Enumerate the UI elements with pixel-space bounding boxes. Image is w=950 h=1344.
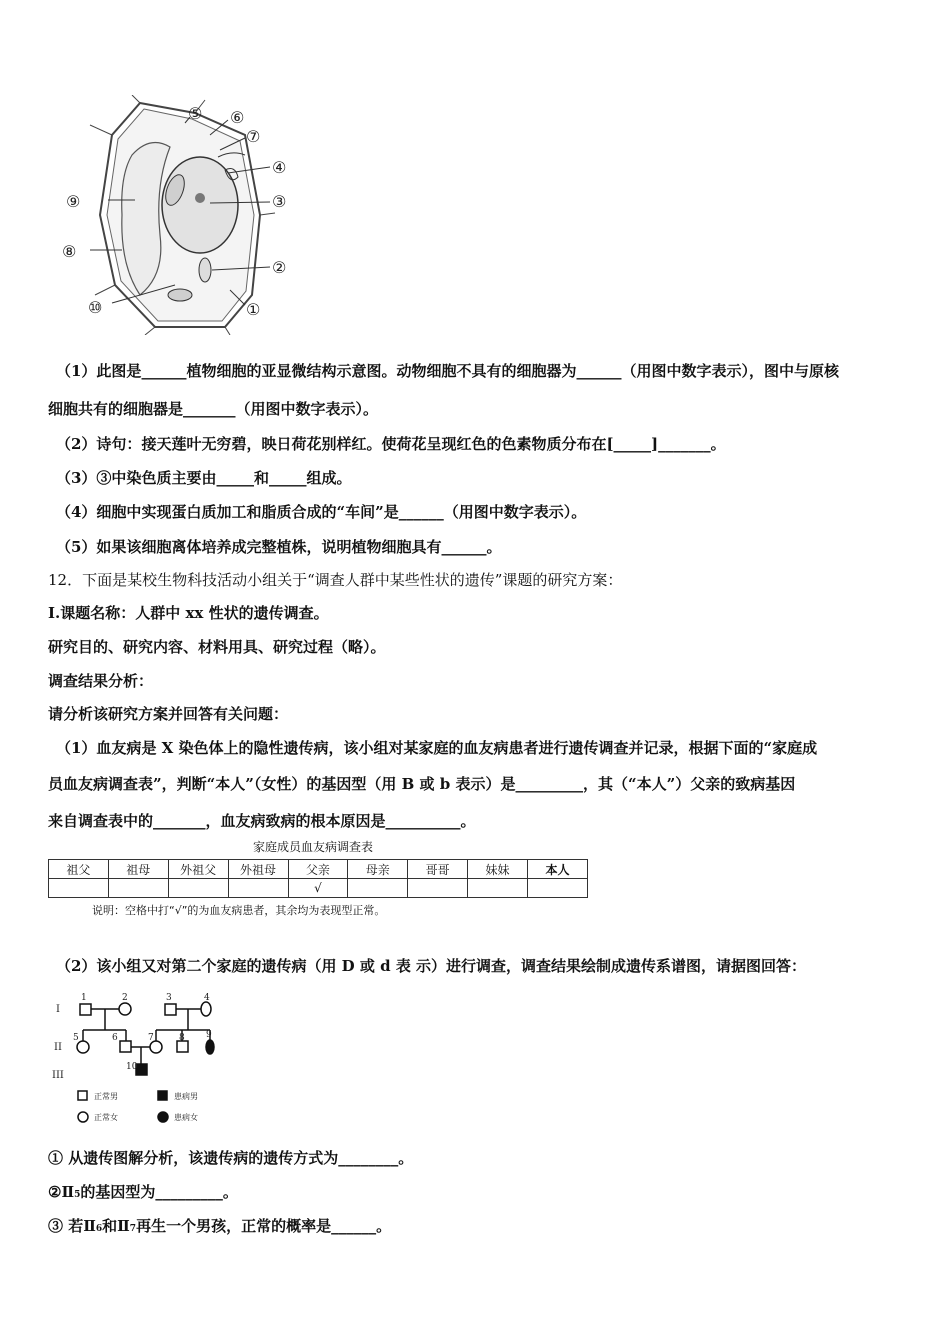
q12-sub2 (48, 1181, 238, 1202)
label-3: ③ (272, 192, 287, 211)
q11-part4: （4）细胞中实现蛋白质加工和脂质合成的“车间”是______（用图中数字表示）。 (56, 503, 587, 521)
plant-cell-diagram (60, 95, 300, 335)
individual-number: 8 (179, 1033, 185, 1043)
survey-table (48, 859, 588, 898)
q12-title-line: I.课题名称：人群中 xx 性状的遗传调查。 (48, 604, 329, 622)
pedigree-chart (48, 990, 248, 1130)
individual-number: 3 (166, 993, 172, 1003)
q12-sub2-subscript: 5 (74, 1190, 81, 1200)
individual-3 (165, 1004, 176, 1015)
mitochondrion (199, 258, 211, 282)
table-header-cell: 哥哥 (408, 860, 468, 879)
legend-normal-female-symbol (78, 1112, 88, 1122)
individual-9 (206, 1040, 214, 1054)
label-2: ② (272, 258, 287, 277)
individual-number: 1 (81, 993, 87, 1003)
label-9: ⑨ (66, 192, 81, 211)
table-header-cell: 祖父 (49, 860, 109, 879)
table-header-cell: 本人 (528, 860, 588, 879)
q12-part1-line1: （1）血友病是 X 染色体上的隐性遗传病，该小组对某家庭的血友病患者进行遗传调查并记录，根据下面的“家庭成 (56, 739, 818, 757)
legend-normal-male: 正常男 (94, 1092, 118, 1101)
table-cell (168, 879, 228, 898)
chloroplast (168, 289, 192, 301)
q12-sub1: ① 从遗传图解分析，该遗传病的遗传方式为________。 (48, 1149, 414, 1167)
table-cell (468, 879, 528, 898)
q11-part1-line2: 细胞共有的细胞器是_______（用图中数字表示）。 (48, 400, 379, 418)
individual-4 (201, 1002, 211, 1016)
q12-sub3-subscript-2: 7 (129, 1224, 137, 1234)
q12-part1-line2: 员血友病调查表”，判断“本人”（女性）的基因型（用 B 或 b 表示）是_________，其（“本人”）父亲的致病基因 (48, 775, 796, 793)
q12-intro: 12．下面是某校生物科技活动小组关于“调查人群中某些性状的遗传”课题的研究方案： (48, 571, 623, 589)
label-10: ⑩ (88, 298, 103, 317)
table-cell: √ (288, 879, 348, 898)
table-row (49, 879, 588, 898)
individual-5 (77, 1041, 89, 1053)
q12-part2: （2）该小组又对第二个家庭的遗传病（用 D 或 d 表 示）进行调查，调查结果绘制成遗传系谱图，请据图回答： (56, 957, 807, 975)
label-5: ⑤ (188, 104, 203, 123)
table-header-cell: 外祖父 (168, 860, 228, 879)
table-cell (348, 879, 408, 898)
q12-sub2-b: 的基因型为_________。 (80, 1183, 238, 1201)
table-cell (528, 879, 588, 898)
q12-sub3-a: ③ 若Ⅱ (48, 1217, 96, 1235)
individual-number: 5 (73, 1033, 79, 1043)
label-7: ⑦ (246, 127, 261, 146)
generation-label: I (56, 1004, 60, 1015)
survey-table-note: 说明：空格中打“√”的为血友病患者，其余均为表现型正常。 (92, 904, 386, 917)
individual-number: 10 (126, 1062, 138, 1072)
legend-normal-male-symbol (78, 1091, 87, 1100)
table-header-cell: 外祖母 (228, 860, 288, 879)
q12-sub2-a: ②Ⅱ (48, 1183, 75, 1201)
table-header-cell: 母亲 (348, 860, 408, 879)
individual-2 (119, 1003, 131, 1015)
individual-10 (136, 1064, 147, 1075)
q11-part5: （5）如果该细胞离体培养成完整植株，说明植物细胞具有______。 (56, 538, 502, 556)
table-header-cell: 父亲 (288, 860, 348, 879)
individual-number: 2 (122, 993, 128, 1003)
legend-affected-female: 患病女 (174, 1113, 198, 1122)
table-cell (408, 879, 468, 898)
q12-sub3 (48, 1215, 391, 1236)
table-header-row (49, 860, 588, 879)
survey-table-block (48, 838, 588, 918)
legend-affected-male: 患病男 (174, 1092, 198, 1101)
legend-normal-female: 正常女 (94, 1113, 118, 1122)
generation-label: III (52, 1070, 64, 1081)
q12-sub3-mid: 和Ⅱ (102, 1217, 130, 1235)
table-cell (108, 879, 168, 898)
q12-prompt: 请分析该研究方案并回答有关问题： (48, 705, 289, 723)
table-header-cell: 祖母 (108, 860, 168, 879)
individual-1 (80, 1004, 91, 1015)
q12-sub3-b: 再生一个男孩，正常的概率是______。 (136, 1217, 392, 1235)
legend-affected-female-symbol (158, 1112, 168, 1122)
q11-part1-line1: （1）此图是______植物细胞的亚显微结构示意图。动物细胞不具有的细胞器为______（用图中数字表示），图中与原核 (56, 362, 839, 380)
q12-sub3-subscript-1: 6 (95, 1224, 103, 1234)
individual-number: 6 (112, 1033, 118, 1043)
table-cell (228, 879, 288, 898)
individual-number: 9 (206, 1030, 212, 1040)
q12-part1-line3: 来自调查表中的_______，血友病致病的根本原因是__________。 (48, 812, 476, 830)
q11-part2: （2）诗句：接天莲叶无穷碧，映日荷花别样红。使荷花呈现红色的色素物质分布在[_____]_______。 (56, 435, 726, 453)
label-4: ④ (272, 158, 287, 177)
survey-table-title: 家庭成员血友病调查表 (252, 840, 373, 854)
label-6: ⑥ (230, 108, 245, 127)
table-header-cell: 妹妹 (468, 860, 528, 879)
legend-affected-male-symbol (158, 1091, 167, 1100)
label-1: ① (246, 300, 261, 319)
q12-purpose: 研究目的、研究内容、材料用具、研究过程（略）。 (48, 638, 386, 656)
individual-number: 7 (148, 1033, 154, 1043)
q11-part3: （3）③中染色质主要由_____和_____组成。 (56, 469, 352, 487)
table-cell (49, 879, 109, 898)
q12-analysis: 调查结果分析： (48, 672, 154, 690)
individual-6 (120, 1041, 131, 1052)
generation-label: II (54, 1042, 62, 1053)
individual-number: 4 (204, 993, 210, 1003)
label-8: ⑧ (62, 242, 77, 261)
